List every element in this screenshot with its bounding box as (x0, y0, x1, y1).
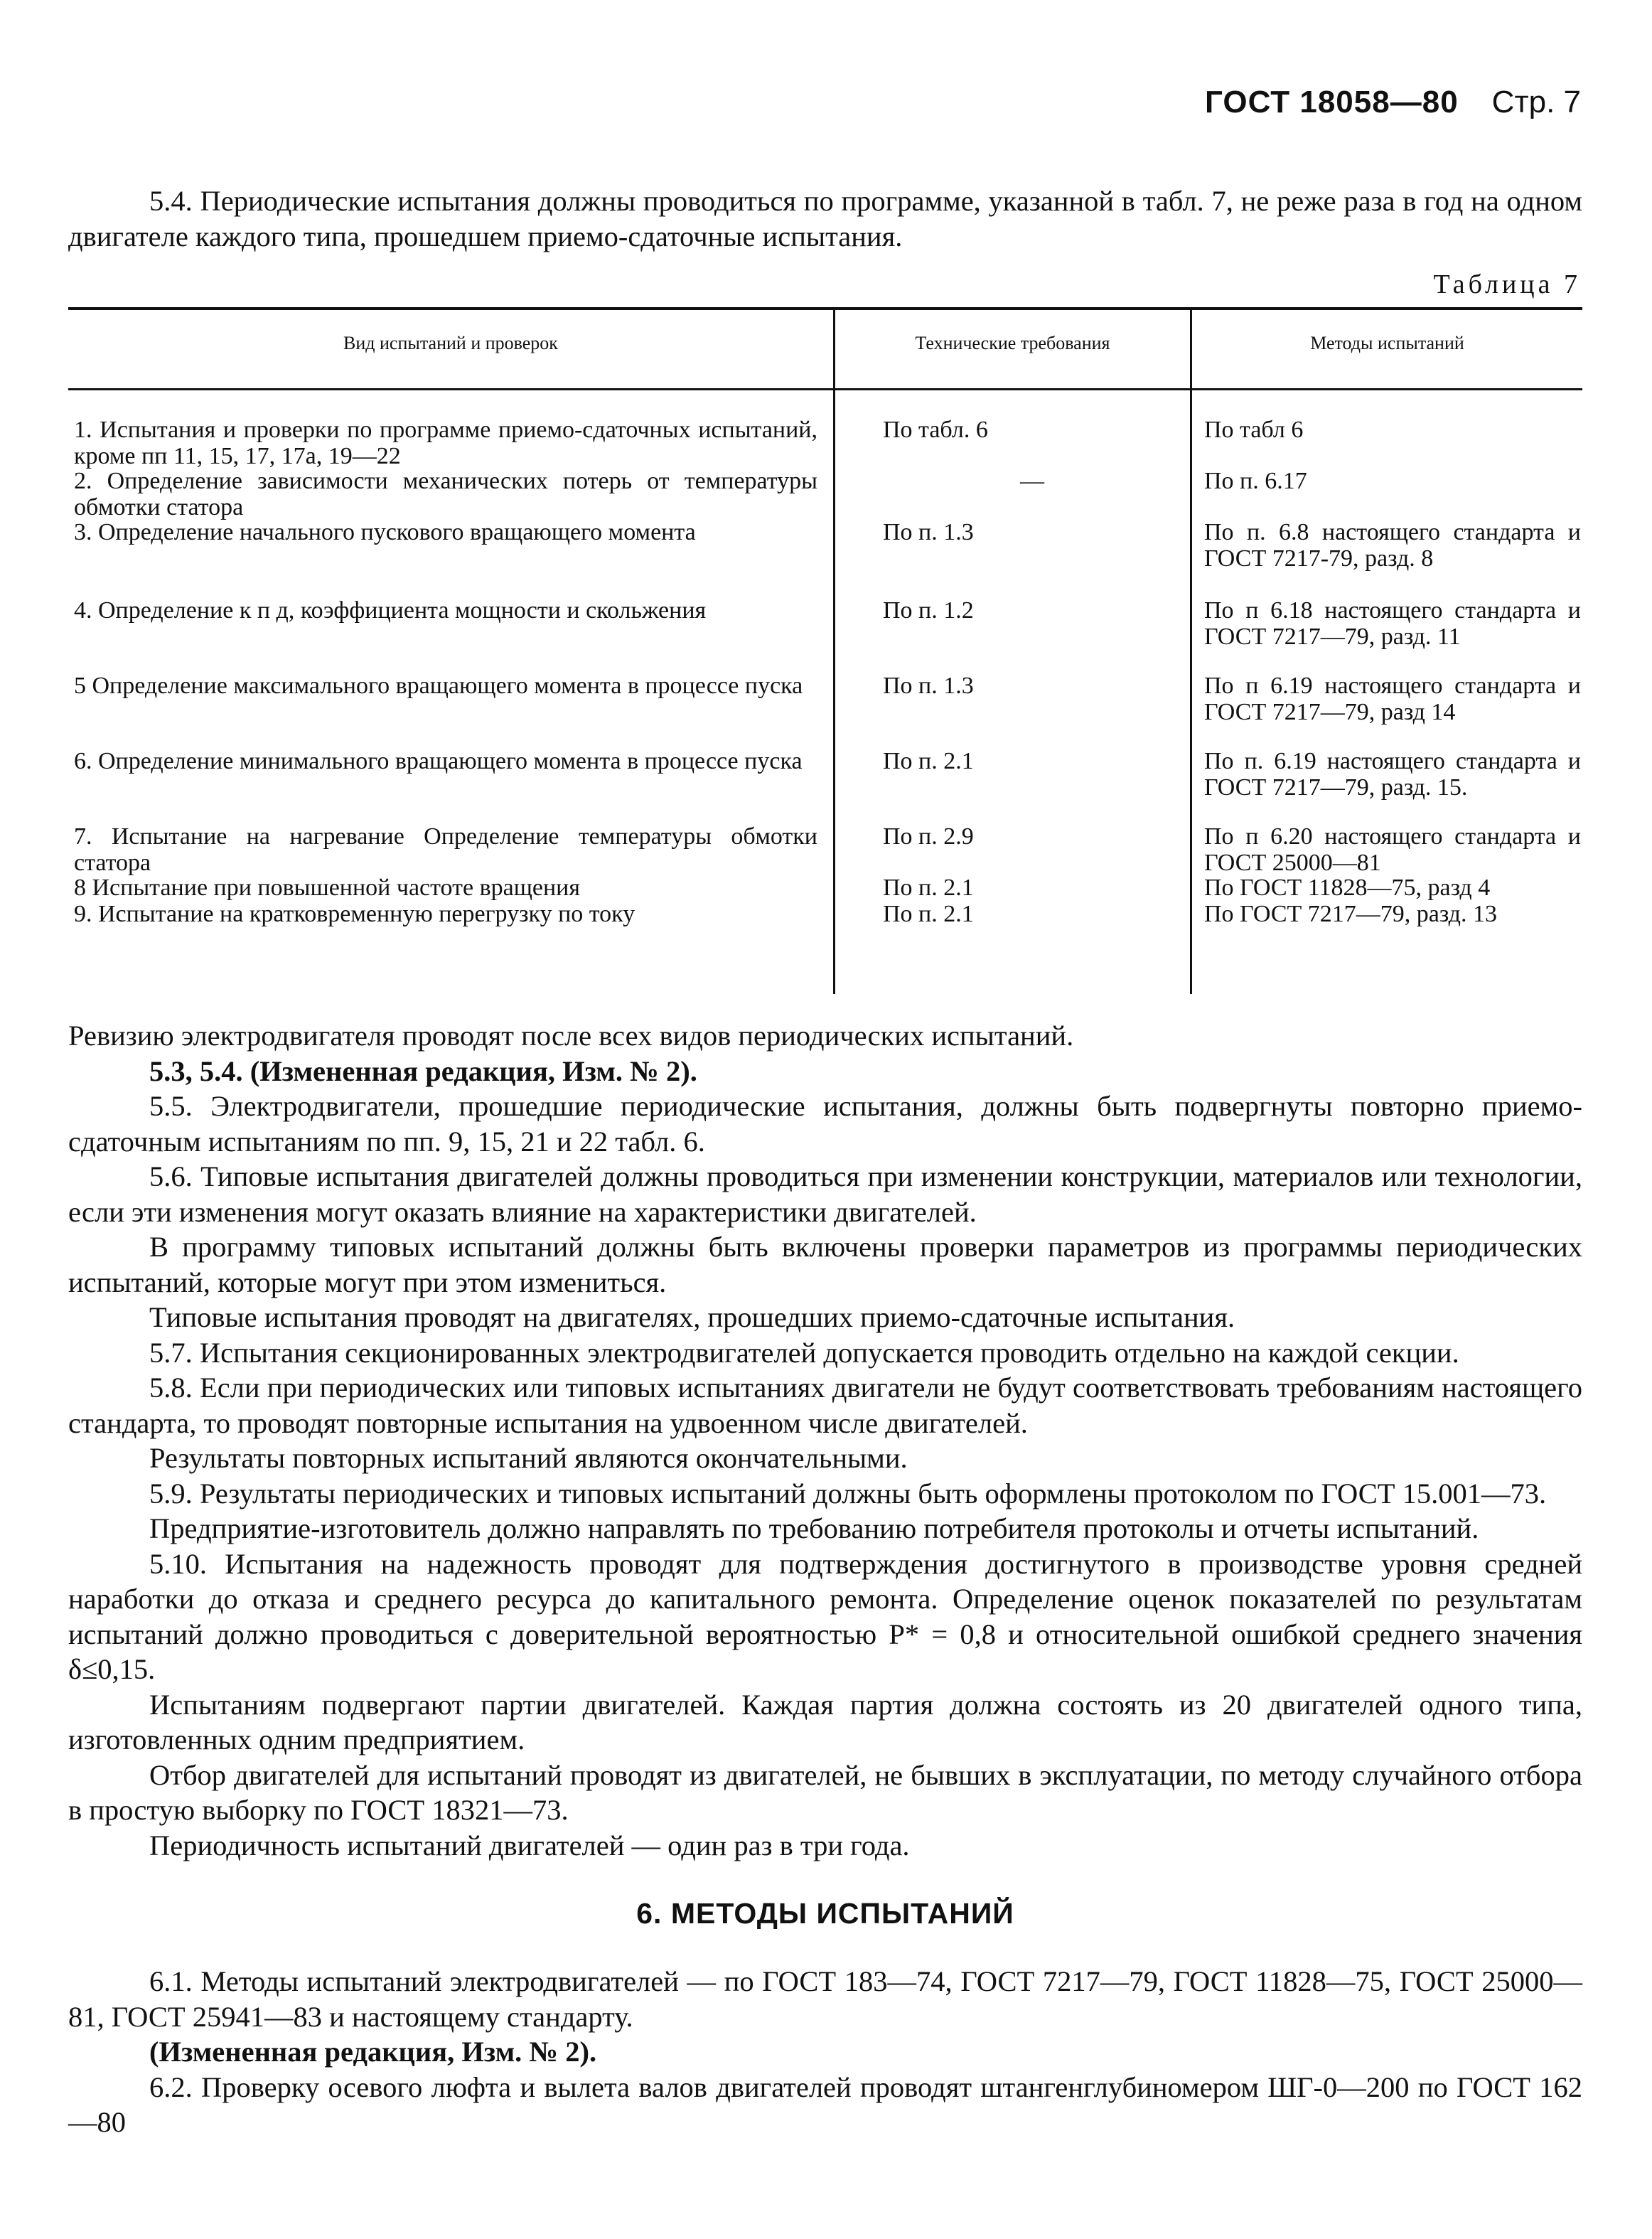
table-row-8-method: По ГОСТ 11828—75, разд 4 (1204, 875, 1491, 901)
clause-5-6: 5.6. Типовые испытания двигателей должны проводиться при изменении конструкции, материалов или технологии, если эти изменения могут оказать влияние на характеристики двигателей. (68, 1160, 1582, 1228)
section-6-title: 6. МЕТОДЫ ИСПЫТАНИЙ (636, 1897, 1014, 1930)
table-row-8-requirement: По п. 2.1 (883, 875, 974, 901)
table-row-7-requirement: По п. 2.9 (883, 823, 974, 850)
standard-number: ГОСТ 18058—80 (1205, 85, 1459, 119)
table-row-9-requirement: По п. 2.1 (883, 901, 974, 927)
table-row-2-requirement: — (1020, 468, 1044, 494)
table-column-divider-1 (833, 309, 835, 994)
table-row-1-method: По табл 6 (1204, 417, 1304, 443)
clause-6-1: 6.1. Методы испытаний электродвигателей — по ГОСТ 183—74, ГОСТ 7217—79, ГОСТ 11828—75, ГОСТ 25000—81, ГОСТ 25941—83 и настоящему стандарту. (68, 1965, 1582, 2033)
table-top-rule (68, 307, 1582, 310)
table-row-5-test: 5 Определение максимального вращающего момента в процессе пуска (74, 673, 803, 699)
amendment-note-5-3-5-4: 5.3, 5.4. (Измененная редакция, Изм. № 2). (149, 1054, 697, 1087)
section-6-text-block (68, 1964, 1582, 2140)
paragraph-typical-program: В программу типовых испытаний должны быть включены проверки параметров из программы периодических испытаний, которые могут при этом измениться. (68, 1231, 1582, 1298)
table-row-6-test: 6. Определение минимального вращающего момента в процессе пуска (74, 748, 803, 774)
paragraph-typical-tests: Типовые испытания проводят на двигателях, прошедших приемо-сдаточные испытания. (149, 1301, 1235, 1333)
table-row-1-requirement: По табл. 6 (883, 417, 988, 443)
table-column-divider-2 (1190, 309, 1192, 994)
table-row-7-test: 7. Испытание на нагревание Определение температуры обмотки статора (74, 823, 817, 876)
clause-6-2: 6.2. Проверку осевого люфта и вылета валов двигателей проводят штангенглубиномером ШГ-0—200 по ГОСТ 162—80 (68, 2070, 1582, 2138)
table-header-rule (68, 388, 1582, 390)
page-number: Стр. 7 (1491, 85, 1581, 119)
table-row-3-requirement: По п. 1.3 (883, 519, 974, 545)
paragraph-periodicity: Периодичность испытаний двигателей — один раз в три года. (149, 1829, 910, 1861)
paragraph-revision: Ревизию электродвигателя проводят после всех видов периодических испытаний. (68, 1020, 1074, 1052)
table-row-6-method: По п. 6.19 настоящего стандарта и ГОСТ 7217—79, разд. 15. (1204, 748, 1581, 801)
clause-5-4: 5.4. Периодические испытания должны проводиться по программе, указанной в табл. 7, не реже раза в год на одном двигателе каждого типа, прошедшем приемо-сдаточные испытания. (68, 185, 1582, 252)
table-row-4-method: По п 6.18 настоящего стандарта и ГОСТ 7217—79, разд. 11 (1204, 597, 1581, 650)
table-row-2-test: 2. Определение зависимости механических потерь от температуры обмотки статора (74, 468, 817, 520)
table-row-1-test: 1. Испытания и проверки по программе приемо-сдаточных испытаний, кроме пп 11, 15, 17, 17а, 19—22 (74, 417, 817, 469)
clause-5-9: 5.9. Результаты периодических и типовых испытаний должны быть оформлены протоколом по ГОСТ 15.001—73. (149, 1477, 1547, 1509)
table-row-7-method: По п 6.20 настоящего стандарта и ГОСТ 25000—81 (1204, 823, 1581, 876)
paragraph-batches: Испытаниям подвергают партии двигателей. Каждая партия должна состоять из 20 двигателей одного типа, изготовленных одним предприятием. (68, 1688, 1582, 1756)
table-row-4-test: 4. Определение к п д, коэффициента мощности и скольжения (74, 597, 707, 624)
table-row-3-test: 3. Определение начального пускового вращающего момента (74, 519, 696, 545)
table-row-5-requirement: По п. 1.3 (883, 673, 974, 699)
table-header-methods: Методы испытаний (1310, 333, 1464, 353)
clause-5-5: 5.5. Электродвигатели, прошедшие периодические испытания, должны быть подвергнуты повторно приемо-сдаточным испытаниям по пп. 9, 15, 21 и 22 табл. 6. (68, 1090, 1582, 1158)
table-caption: Таблица 7 (1433, 269, 1581, 299)
table-row-4-requirement: По п. 1.2 (883, 597, 974, 624)
paragraph-manufacturer-reports: Предприятие-изготовитель должно направлять по требованию потребителя протоколы и отчеты испытаний. (149, 1512, 1479, 1544)
body-text-block (68, 1018, 1582, 1863)
clause-5-10: 5.10. Испытания на надежность проводят для подтверждения достигнутого в производстве уровня средней наработки до отказа и среднего ресурса до капитального ремонта. Определение оценок показателей по результатам испытаний должно проводиться с доверительной вероятностью P* = 0,8 и относительной ошибкой среднего значения δ≤0,15. (68, 1547, 1582, 1685)
table-row-9-test: 9. Испытание на кратковременную перегрузку по току (74, 901, 635, 927)
table-row-3-method: По п. 6.8 настоящего стандарта и ГОСТ 7217-79, разд. 8 (1204, 519, 1581, 572)
table-row-9-method: По ГОСТ 7217—79, разд. 13 (1204, 901, 1497, 927)
table-row-5-method: По п 6.19 настоящего стандарта и ГОСТ 7217—79, разд 14 (1204, 673, 1581, 725)
clause-5-7: 5.7. Испытания секционированных электродвигателей допускается проводить отдельно на каждой секции. (149, 1336, 1459, 1369)
table-row-2-method: По п. 6.17 (1204, 468, 1307, 494)
amendment-note-6-1: (Измененная редакция, Изм. № 2). (149, 2036, 597, 2068)
test-table (68, 307, 1582, 995)
paragraph-repeat-results: Результаты повторных испытаний являются окончательными. (149, 1442, 908, 1474)
clause-5-8: 5.8. Если при периодических или типовых испытаниях двигатели не будут соответствовать требованиям настоящего стандарта, то проводят повторные испытания на удвоенном числе двигателей. (68, 1372, 1582, 1439)
intro-paragraph-block (68, 183, 1582, 254)
table-row-8-test: 8 Испытание при повышенной частоте вращения (74, 875, 581, 901)
table-row-6-requirement: По п. 2.1 (883, 748, 974, 774)
table-header-requirements: Технические требования (915, 333, 1110, 353)
page-header (1205, 84, 1581, 120)
table-header-test: Вид испытаний и проверок (343, 333, 558, 353)
paragraph-sampling: Отбор двигателей для испытаний проводят из двигателей, не бывших в эксплуатации, по методу случайного отбора в простую выборку по ГОСТ 18321—73. (68, 1758, 1582, 1826)
